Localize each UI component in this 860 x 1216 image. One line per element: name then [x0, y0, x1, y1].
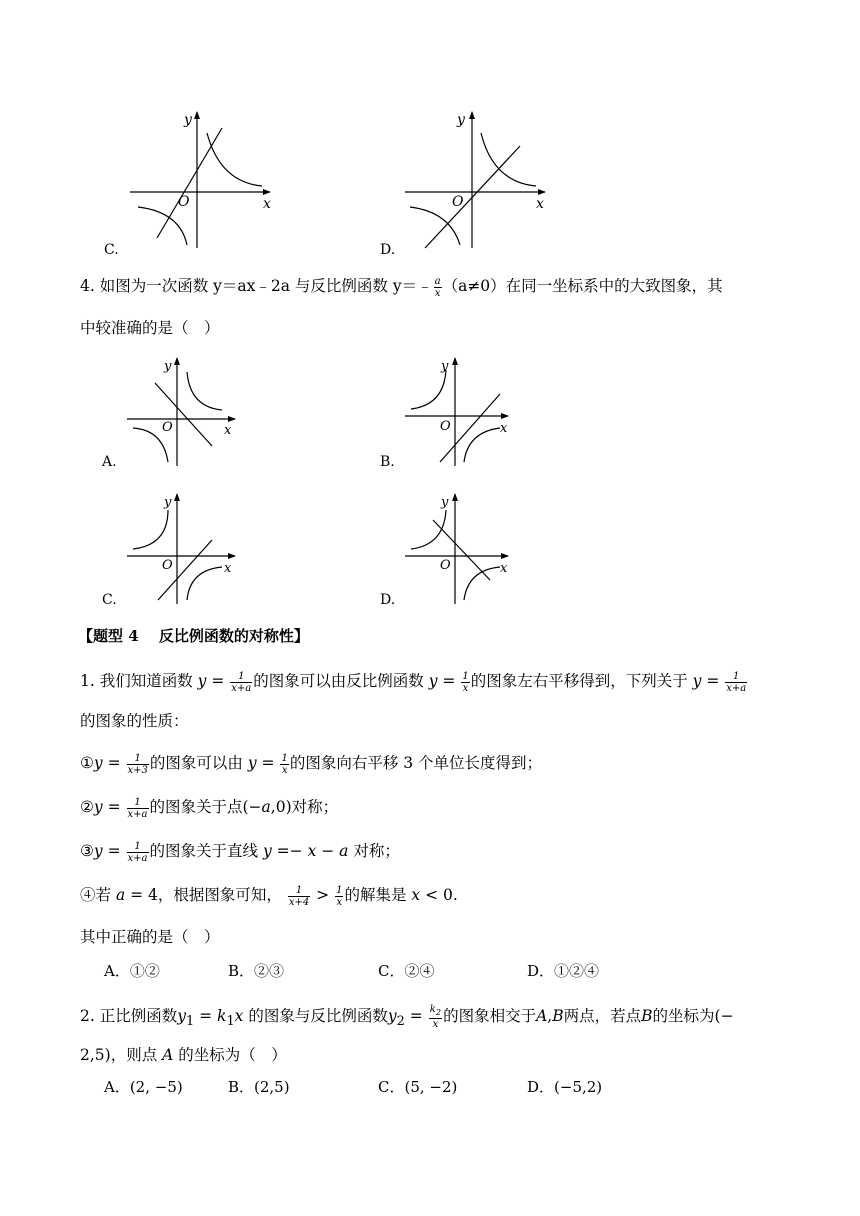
q4-graph-c-x-label: x: [224, 561, 232, 576]
graph-d-top-y-label: y: [457, 112, 465, 128]
q4-graph-d-origin: O: [440, 558, 451, 573]
graph-d-top-origin: O: [452, 194, 464, 210]
q4-graph-b-y-label: y: [441, 359, 449, 374]
p1-option-a: A．①②: [104, 962, 160, 980]
q4-graph-c: [127, 494, 235, 604]
q4-label-b: B.: [380, 454, 395, 470]
graph-d-top-x-label: x: [536, 196, 544, 212]
graph-d-top-label: D.: [380, 242, 396, 258]
q4-line-1: [80, 275, 723, 299]
p2-line-2: 2,5)，则点 A 的坐标为（ ）: [80, 1046, 287, 1064]
p1-statement-1: ①y = $\frac{1}{x+3}$ 的图象可以由 y = $\frac{1}{x}$ 的图象向右平移 3 个单位长度得到；: [80, 752, 543, 776]
p2-option-a: A．(2, −5): [104, 1078, 183, 1096]
q4-label-a: A.: [102, 454, 117, 470]
graph-c-top-x-label: x: [263, 196, 271, 212]
q4-graph-d-y-label: y: [441, 495, 449, 510]
graph-c-top-label: C.: [104, 242, 119, 258]
graph-c-top-origin: O: [178, 194, 190, 210]
p1-line-1: 1. 我们知道函数 y = $\frac{1}{x+a}$ 的图象可以由反比例函数 y = $\frac{1}{x}$ 的图象左右平移得到，下列关于 y = $\frac{1}{x+a}$: [80, 670, 747, 694]
q4-label-c: C.: [102, 592, 117, 608]
p2-option-c: C．(5, −2): [378, 1078, 458, 1096]
q4-graph-a-y-label: y: [164, 359, 172, 374]
q4-graph-c-origin: O: [162, 558, 173, 573]
p1-option-c: C．②④: [378, 962, 435, 980]
q4-fraction: $\frac{a}{x}$: [434, 275, 441, 299]
p2-option-d: D．(−5,2): [527, 1078, 603, 1096]
q4-graph-b-origin: O: [440, 419, 451, 434]
graph-d-top: [405, 112, 545, 248]
q4-graph-d-x-label: x: [500, 561, 508, 576]
q4-graph-a-x-label: x: [224, 423, 232, 438]
p1-question: 其中正确的是（ ）: [80, 928, 220, 946]
p1-option-d: D．①②④: [527, 962, 600, 980]
q4-graph-d: [405, 494, 508, 604]
p1-option-b: B．②③: [228, 962, 285, 980]
p1-statement-4: ④若 a = 4，根据图象可知， $\frac{1}{x+4}$ > $\frac{1}{x}$ 的解集是 x < 0.: [80, 884, 458, 908]
q4-graph-b: [405, 358, 508, 466]
q4-graph-b-x-label: x: [500, 421, 508, 436]
p1-line-2: 的图象的性质：: [80, 712, 189, 730]
q4-line-2: 中较准确的是（ ）: [80, 319, 220, 337]
p1-statement-2: ②y = $\frac{1}{x+a}$ 的图象关于点(−a,0)对称；: [80, 796, 339, 820]
p2-line-1: 2. 正比例函数$y_1 = k_1x$ 的图象与反比例函数$y_2$ = $\frac{k_2}{x}$ 的图象相交于A,B两点，若点B的坐标为(−: [80, 1004, 734, 1030]
q4-graph-a-origin: O: [162, 420, 173, 435]
graph-c-top: [130, 112, 270, 248]
graph-c-top-y-label: y: [184, 112, 192, 128]
q4-text-b: （a≠0）在同一坐标系中的大致图象，其: [442, 277, 723, 295]
p1-statement-3: ③y = $\frac{1}{x+a}$ 的图象关于直线 y =− x − a 对称；: [80, 840, 400, 864]
q4-graph-a: [127, 358, 235, 466]
q4-label-d: D.: [380, 592, 396, 608]
q4-graph-c-y-label: y: [164, 495, 172, 510]
q4-text-a: 4. 如图为一次函数 y＝ax﹣2a 与反比例函数 y＝﹣: [80, 277, 433, 295]
section-title: 【题型 4 反比例函数的对称性】: [78, 627, 309, 645]
p2-option-b: B．(2,5): [228, 1078, 290, 1096]
